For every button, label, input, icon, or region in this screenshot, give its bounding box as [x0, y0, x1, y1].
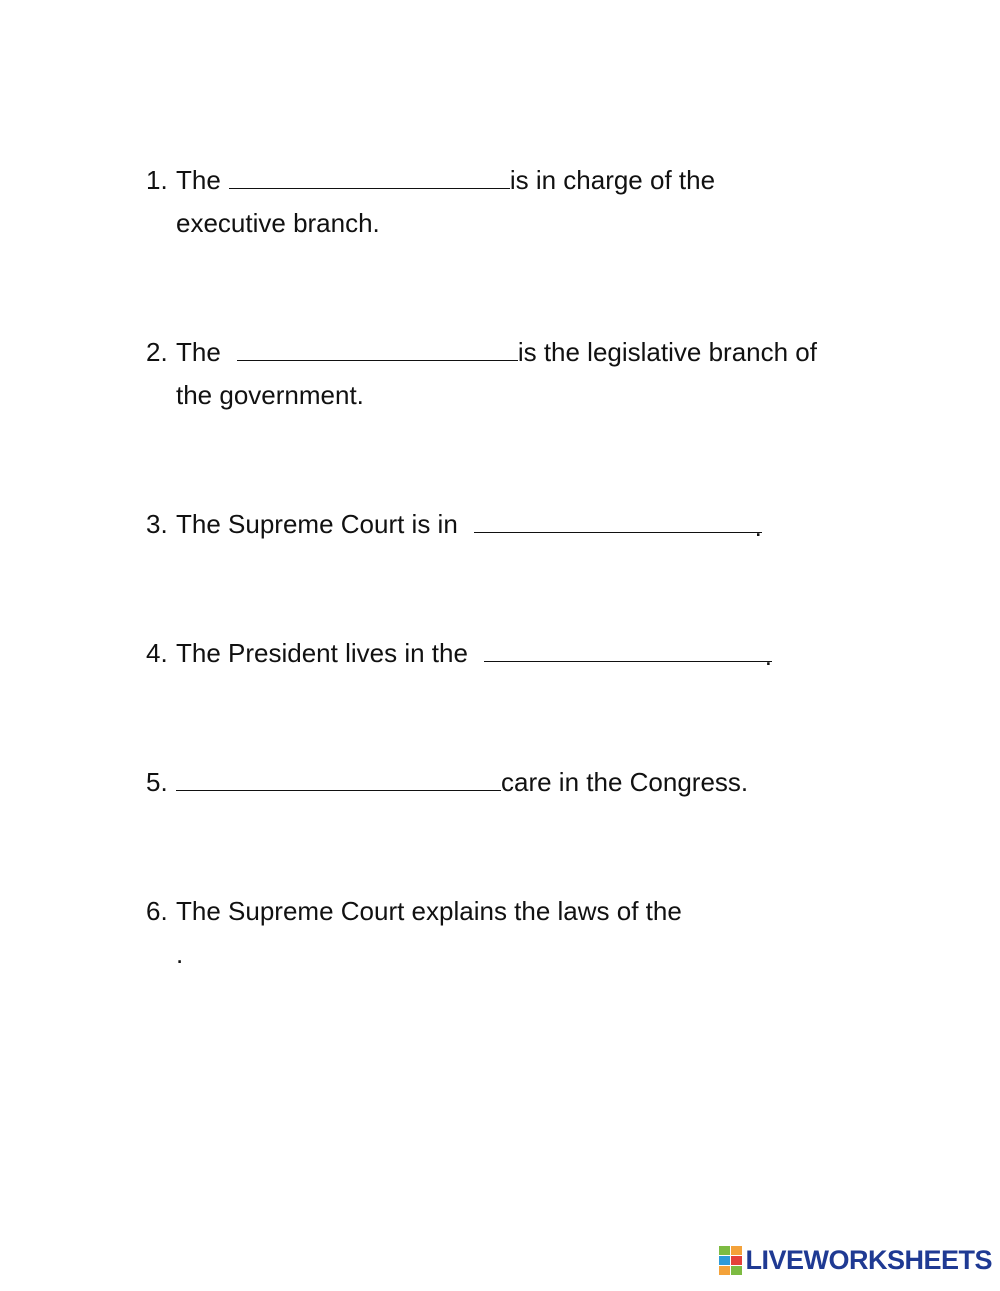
question-1	[146, 159, 715, 245]
question-number: 1.	[146, 165, 168, 195]
question-6-line	[146, 890, 682, 933]
question-number: 5.	[146, 767, 168, 797]
question-text-after: is the legislative branch of	[517, 337, 817, 367]
question-number: 2.	[146, 337, 168, 367]
question-continuation: .	[176, 939, 184, 969]
question-text-after: care in the Congress.	[501, 767, 749, 797]
brand-name: LIVEWORKSHEETS	[745, 1244, 992, 1275]
question-5	[146, 761, 748, 804]
question-text-after: .	[754, 512, 762, 542]
question-3	[146, 503, 762, 546]
answer-blank-2[interactable]	[237, 334, 518, 361]
answer-blank-5[interactable]	[176, 764, 501, 791]
answer-blank-3[interactable]	[474, 506, 762, 542]
question-4-line	[146, 632, 772, 675]
question-6	[146, 890, 682, 976]
question-number: 3.	[146, 509, 168, 539]
question-2	[146, 331, 817, 417]
question-5-line	[146, 761, 748, 804]
liveworksheets-logo	[719, 1245, 992, 1275]
question-text-before: The President lives in the	[176, 638, 468, 668]
question-4	[146, 632, 772, 675]
question-text-before: The	[176, 165, 221, 195]
answer-blank-4[interactable]	[484, 635, 772, 671]
question-text-before: The Supreme Court is in	[176, 509, 458, 539]
question-text-before: The	[176, 337, 221, 367]
question-2-line	[146, 331, 817, 374]
question-text-before: The Supreme Court explains the laws of the	[176, 896, 682, 926]
question-text-after: is in charge of the	[509, 165, 716, 195]
question-1-line	[146, 159, 715, 202]
question-continuation: the government.	[176, 380, 364, 410]
question-number: 6.	[146, 896, 168, 926]
logo-tiles-icon	[719, 1246, 742, 1275]
question-number: 4.	[146, 638, 168, 668]
question-3-line	[146, 503, 762, 546]
question-text-after: .	[764, 641, 772, 671]
question-continuation: executive branch.	[176, 208, 380, 238]
answer-blank-1[interactable]	[229, 162, 510, 189]
